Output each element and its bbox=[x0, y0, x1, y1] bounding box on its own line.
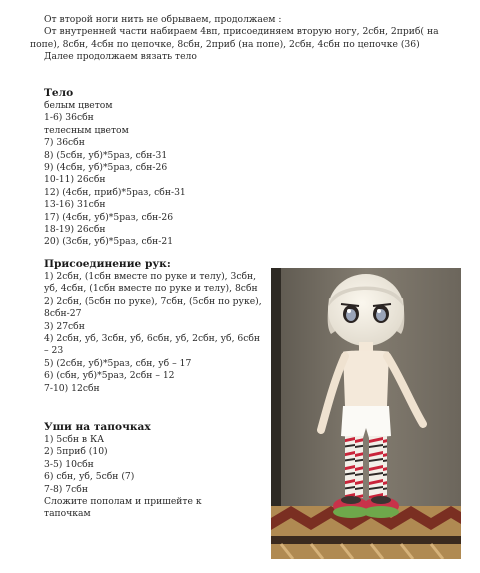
instruction-line: 5) (2сбн, уб)*5раз, сбн, уб – 17 bbox=[44, 357, 192, 369]
intro-line-1: От второй ноги нить не обрываем, продолжаем : bbox=[44, 14, 282, 25]
instruction-line: 12) (4сбн, приб)*5раз, сбн-31 bbox=[44, 186, 186, 198]
intro-line-3: Далее продолжаем вязать тело bbox=[44, 51, 197, 63]
instruction-line: 6) (сбн, уб)*5раз, 2сбн – 12 bbox=[44, 370, 175, 382]
amigurumi-doll-image bbox=[271, 268, 461, 559]
instruction-line: белым цветом bbox=[44, 100, 113, 111]
arms-instructions bbox=[30, 271, 262, 395]
instruction-line: 1) 2сбн, (1сбн вместе по руке и телу), 3сбн, уб, 4сбн, (1сбн вместе по руке и телу), 8сбн bbox=[44, 271, 258, 295]
instruction-line: 8) (5сбн, уб)*5раз, сбн-31 bbox=[44, 149, 168, 161]
instruction-line: 9) (4сбн, уб)*5раз, сбн-26 bbox=[44, 162, 168, 174]
intro-text bbox=[30, 14, 465, 64]
intro-line-2: От внутренней части набираем 4вп, присоединяем вторую ногу, 2сбн, 2приб( на попе), 8сбн, 4сбн по цепочке, 8сбн, 2приб (на попе), 2сбн, 4сбн по цепочке (36) bbox=[30, 26, 439, 50]
body-section-title: Тело bbox=[44, 87, 74, 99]
instruction-line: 13-16) 31сбн bbox=[44, 199, 106, 211]
instruction-line: 10-11) 26сбн bbox=[44, 174, 106, 186]
instruction-line: 6) сбн, уб, 5сбн (7) bbox=[44, 471, 135, 483]
instruction-line: Сложите пополам и пришейте к тапочкам bbox=[44, 496, 202, 520]
instruction-line: 3) 27сбн bbox=[44, 320, 85, 332]
instruction-line: 7) 36сбн bbox=[44, 137, 85, 149]
instruction-line: 3-5) 10сбн bbox=[44, 458, 94, 470]
instruction-line: 1-6) 36сбн bbox=[44, 112, 94, 124]
instruction-line: 4) 2сбн, уб, 3сбн, уб, 6сбн, уб, 2сбн, уб, 6сбн – 23 bbox=[44, 333, 261, 357]
ears-instructions bbox=[44, 434, 219, 521]
arms-section-title: Присоединение рук: bbox=[44, 258, 171, 270]
body-instructions bbox=[44, 100, 186, 249]
doll-photo bbox=[271, 268, 461, 559]
instruction-line: 20) (3сбн, уб)*5раз, сбн-21 bbox=[44, 236, 174, 248]
ears-section-title: Уши на тапочках bbox=[44, 421, 151, 433]
instruction-line: телесным цветом bbox=[44, 124, 129, 136]
instruction-line: 1) 5сбн в КА bbox=[44, 434, 105, 445]
instruction-line: 7-8) 7сбн bbox=[44, 483, 88, 495]
instruction-line: 7-10) 12сбн bbox=[44, 382, 100, 394]
instruction-line: 2) 2сбн, (5сбн по руке), 7сбн, (5сбн по руке), 8сбн-27 bbox=[44, 295, 262, 320]
instruction-line: 18-19) 26сбн bbox=[44, 224, 106, 236]
instruction-line: 2) 5приб (10) bbox=[44, 446, 108, 458]
instruction-line: 17) (4сбн, уб)*5раз, сбн-26 bbox=[44, 211, 174, 223]
